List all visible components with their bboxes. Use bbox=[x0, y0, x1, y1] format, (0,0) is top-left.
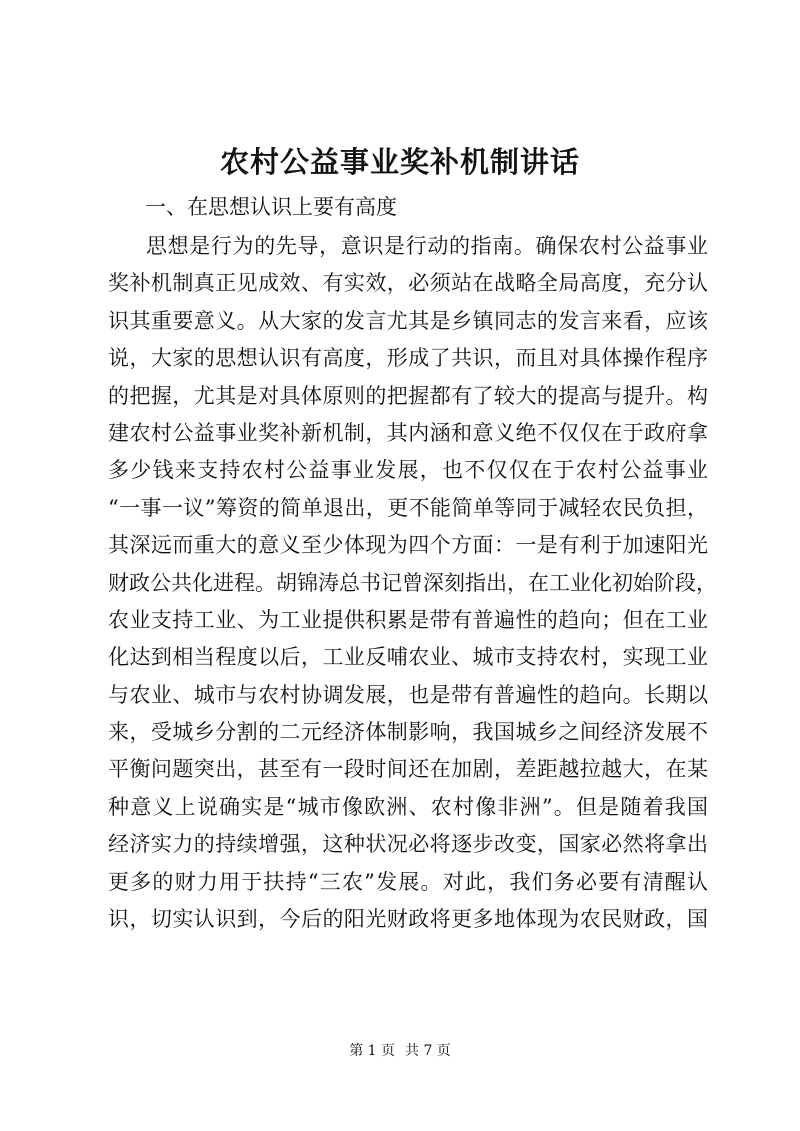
page-footer bbox=[0, 1041, 800, 1061]
page-total: 共 7 页 bbox=[405, 1043, 451, 1059]
page-number: 第 1 页 bbox=[349, 1043, 395, 1059]
section-heading: 一、在思想认识上要有高度 bbox=[145, 195, 397, 219]
paragraph-line: 平衡问题突出，甚至有一段时间还在加剧，差距越拉越大，在某 bbox=[108, 757, 708, 782]
paragraph-line: 财政公共化进程。胡锦涛总书记曾深刻指出，在工业化初始阶段， bbox=[108, 570, 717, 595]
paragraph-line: “一事一议”筹资的简单退出，更不能简单等同于减轻农民负担， bbox=[108, 495, 708, 520]
paragraph-line: 来，受城乡分割的二元经济体制影响，我国城乡之间经济发展不 bbox=[108, 720, 708, 745]
paragraph-line: 其深远而重大的意义至少体现为四个方面：一是有利于加速阳光 bbox=[108, 533, 708, 558]
paragraph-line: 多少钱来支持农村公益事业发展，也不仅仅在于农村公益事业 bbox=[108, 458, 708, 483]
paragraph-line: 识其重要意义。从大家的发言尤其是乡镇同志的发言来看，应该 bbox=[108, 308, 708, 333]
paragraph-line: 种意义上说确实是“城市像欧洲、农村像非洲”。但是随着我国 bbox=[108, 794, 708, 819]
paragraph-line: 化达到相当程度以后，工业反哺农业、城市支持农村，实现工业 bbox=[108, 645, 708, 670]
paragraph-line: 与农业、城市与农村协调发展，也是带有普遍性的趋向。长期以 bbox=[108, 682, 708, 707]
paragraph-line: 说，大家的思想认识有高度，形成了共识，而且对具体操作程序 bbox=[108, 346, 708, 371]
paragraph-line: 识，切实认识到，今后的阳光财政将更多地体现为农民财政，国 bbox=[108, 907, 708, 932]
paragraph-line: 农业支持工业、为工业提供积累是带有普遍性的趋向；但在工业 bbox=[108, 607, 708, 632]
body-paragraph bbox=[108, 228, 717, 938]
document-title: 农村公益事业奖补机制讲话 bbox=[219, 145, 580, 179]
paragraph-line: 更多的财力用于扶持“三农”发展。对此，我们务必要有清醒认 bbox=[108, 869, 708, 894]
paragraph-line: 建农村公益事业奖补新机制，其内涵和意义绝不仅仅在于政府拿 bbox=[108, 420, 708, 445]
paragraph-line: 奖补机制真正见成效、有实效，必须站在战略全局高度，充分认 bbox=[108, 271, 708, 296]
paragraph-line: 的把握，尤其是对具体原则的把握都有了较大的提高与提升。构 bbox=[108, 383, 708, 408]
paragraph-line: 思想是行为的先导，意识是行动的指南。确保农村公益事业 bbox=[146, 234, 708, 258]
paragraph-line: 经济实力的持续增强，这种状况必将逐步改变，国家必然将拿出 bbox=[108, 832, 708, 857]
